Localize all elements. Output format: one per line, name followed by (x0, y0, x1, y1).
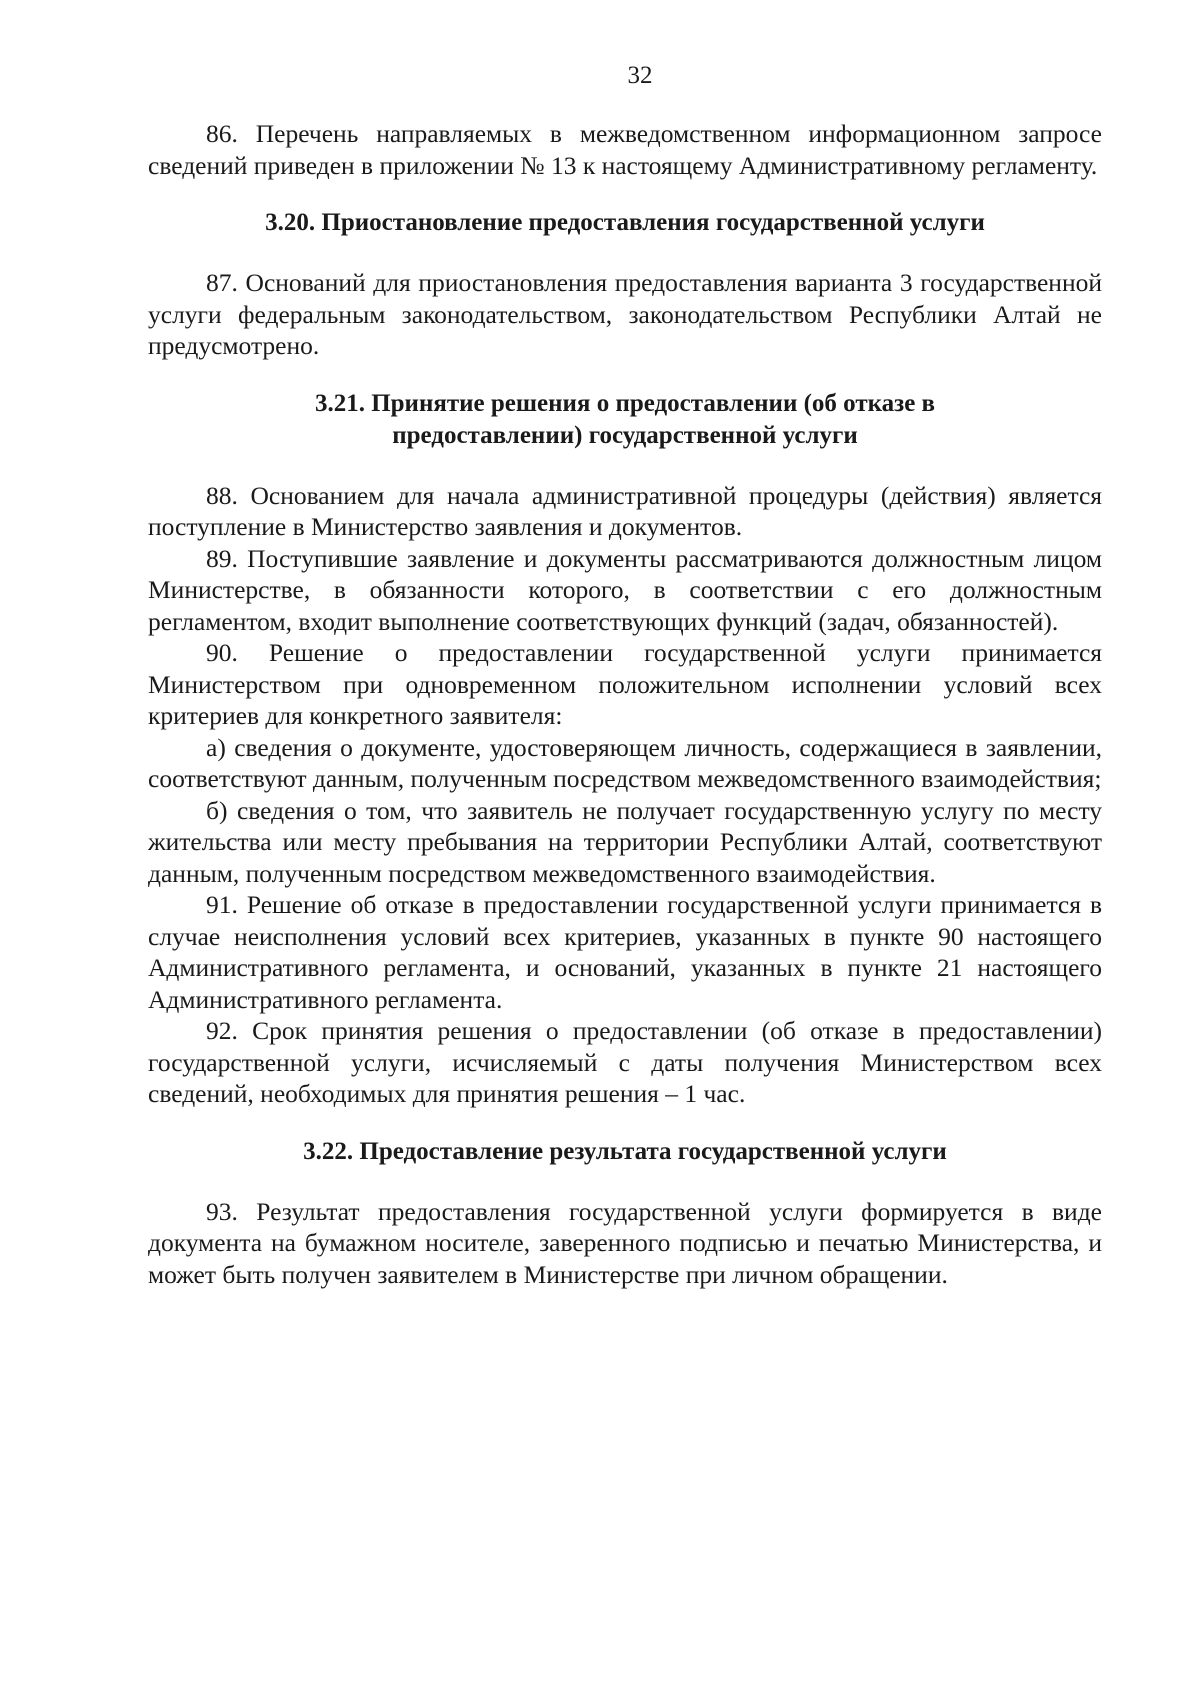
paragraph-88: 88. Основанием для начала административной процедуры (действия) является поступление в Министерство заявления и документов. (148, 480, 1102, 541)
section-heading-line: предоставлении) государственной услуги (392, 421, 858, 449)
paragraph-90-a: а) сведения о документе, удостоверяющем личность, содержащиеся в заявлении, соответствуют данным, полученным посредством межведомственного взаимодействия; (148, 732, 1102, 793)
section-heading-3-22 (148, 1136, 1102, 1168)
section-heading-3-21 (148, 388, 1102, 452)
page-number: 32 (627, 62, 653, 89)
section-heading-line: 3.21. Принятие решения о предоставлении (об отказе в (314, 389, 936, 417)
section-heading-3-20 (148, 207, 1102, 239)
paragraph-90: 90. Решение о предоставлении государственной услуги принимается Министерством при одновременном положительном исполнении условий всех критериев для конкретного заявителя: (148, 638, 1102, 730)
paragraph-89: 89. Поступившие заявление и документы рассматриваются должностным лицом Министерстве, в обязанности которого, в соответствии с его должностным регламентом, входит выполнение соответствующих функций (задач, обязанностей). (148, 543, 1102, 636)
section-heading-line: 3.20. Приостановление предоставления государственной услуги (265, 209, 985, 236)
paragraph-93: 93. Результат предоставления государственной услуги формируется в виде документа на бумажном носителе, заверенного подписью и печатью Министерства, и может быть получен заявителем в Министерстве при личном обращении. (148, 1196, 1102, 1289)
paragraph-87: 87. Оснований для приостановления предоставления варианта 3 государственной услуги федеральным законодательством, законодательством Республики Алтай не предусмотрено. (148, 268, 1102, 360)
paragraph-86: 86. Перечень направляемых в межведомственном информационном запросе сведений приведен в приложении № 13 к настоящему Административному регламенту. (148, 119, 1102, 180)
paragraph-91: 91. Решение об отказе в предоставлении государственной услуги принимается в случае неисполнения условий всех критериев, указанных в пункте 90 настоящего Административного регламента, и оснований, указанных в пункте 21 настоящего Административного регламента. (148, 890, 1102, 1014)
section-heading-line: 3.22. Предоставление результата государственной услуги (303, 1137, 947, 1165)
paragraph-92: 92. Срок принятия решения о предоставлении (об отказе в предоставлении) государственной услуги, исчисляемый с даты получения Министерством всех сведений, необходимых для принятия решения – 1 час. (148, 1016, 1102, 1108)
paragraph-90-b: б) сведения о том, что заявитель не получает государственную услугу по месту жительства или месту пребывания на территории Республики Алтай, соответствуют данным, полученным посредством межведомственного взаимодействия. (148, 795, 1102, 888)
